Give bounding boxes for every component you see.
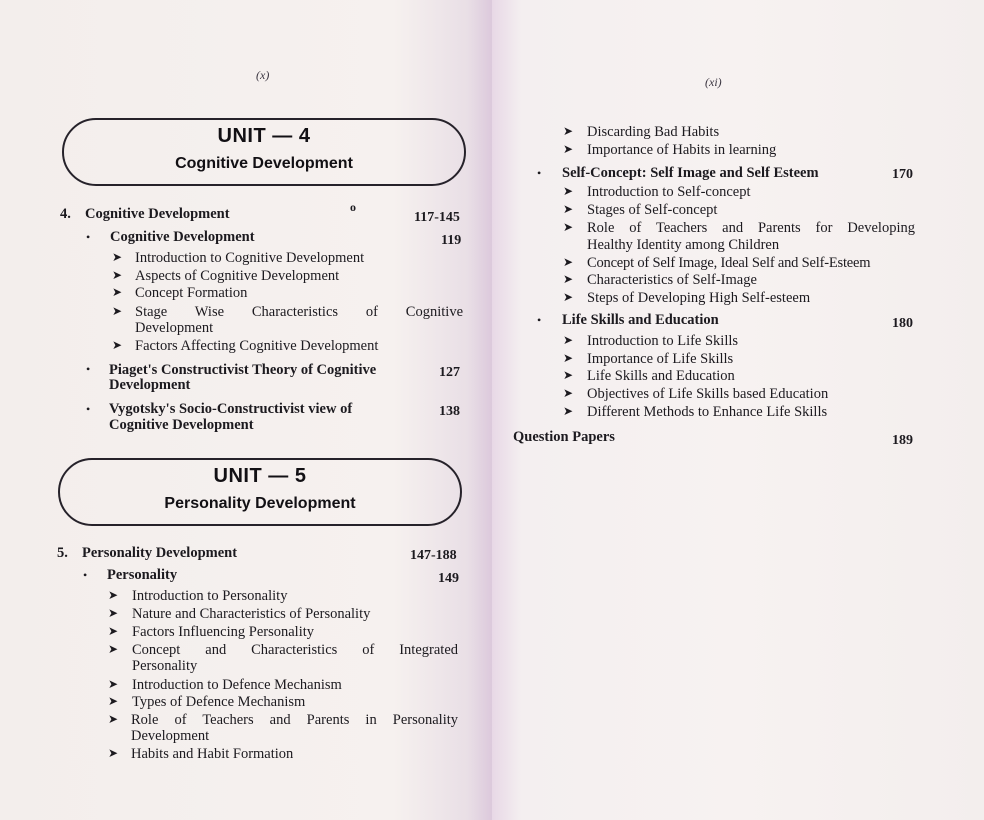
bullet-icon: • [86, 362, 91, 376]
bullet-icon: • [83, 568, 88, 582]
toc-item: Concept and Characteristics of Integrated [132, 642, 458, 658]
arrow-icon: ➤ [563, 202, 574, 216]
right-page [492, 0, 984, 820]
arrow-icon: ➤ [563, 220, 574, 234]
right-folio: (xi) [705, 75, 722, 89]
section-vygotsky-continued: Cognitive Development [109, 417, 254, 433]
toc-item-continued: Development [131, 728, 210, 744]
question-papers: Question Papers [513, 429, 615, 445]
arrow-icon: ➤ [108, 588, 119, 602]
arrow-icon: ➤ [563, 351, 574, 365]
bullet-icon: • [537, 313, 542, 327]
section-self-concept-page: 170 [892, 167, 913, 182]
arrow-icon: ➤ [108, 746, 119, 760]
arrow-icon: ➤ [563, 333, 574, 347]
chapter-4-pages: 117-145 [414, 210, 460, 225]
arrow-icon: ➤ [112, 268, 123, 282]
toc-item-continued: Healthy Identity among Children [587, 237, 780, 253]
chapter-4-number: 4. [60, 206, 71, 222]
section-personality-page: 149 [438, 571, 459, 586]
chapter-5-pages: 147-188 [410, 548, 457, 563]
arrow-icon: ➤ [563, 142, 574, 156]
toc-item: Introduction to Life Skills [587, 333, 739, 349]
arrow-icon: ➤ [112, 250, 123, 264]
arrow-icon: ➤ [563, 255, 574, 269]
arrow-icon: ➤ [112, 338, 123, 352]
arrow-icon: ➤ [108, 712, 119, 726]
arrow-icon: ➤ [563, 368, 574, 382]
chapter-5-title: Personality Development [82, 545, 238, 561]
toc-item: Introduction to Personality [132, 588, 288, 604]
unit-5-box [58, 458, 462, 526]
toc-item: Introduction to Cognitive Development [135, 250, 365, 266]
section-personality: Personality [107, 567, 178, 583]
toc-item: Stages of Self-concept [587, 202, 718, 218]
section-life-skills: Life Skills and Education [562, 312, 719, 328]
toc-item: Factors Affecting Cognitive Development [135, 338, 379, 354]
toc-item: Objectives of Life Skills based Education [587, 386, 829, 402]
toc-item: Steps of Developing High Self-esteem [587, 290, 811, 306]
arrow-icon: ➤ [563, 404, 574, 418]
arrow-icon: ➤ [563, 272, 574, 286]
section-piaget-continued: Development [109, 377, 191, 393]
toc-item: Introduction to Defence Mechanism [132, 677, 342, 693]
unit-5-title: UNIT — 5 [213, 465, 307, 487]
toc-item: Nature and Characteristics of Personality [132, 606, 371, 622]
arrow-icon: ➤ [112, 304, 123, 318]
stray-mark: o [350, 200, 356, 214]
toc-item-continued: Development [135, 320, 214, 336]
arrow-icon: ➤ [563, 290, 574, 304]
toc-item: Concept of Self Image, Ideal Self and Self-Esteem [587, 255, 871, 271]
unit-4-subtitle: Cognitive Development [175, 155, 353, 172]
toc-item: Importance of Life Skills [587, 351, 734, 367]
toc-item: Importance of Habits in learning [587, 142, 777, 158]
arrow-icon: ➤ [108, 642, 119, 656]
bullet-icon: • [537, 166, 542, 180]
toc-item: Aspects of Cognitive Development [135, 268, 340, 284]
toc-item: Life Skills and Education [587, 368, 735, 384]
toc-item: Introduction to Self-concept [587, 184, 751, 200]
toc-item: Role of Teachers and Parents for Developing [587, 220, 915, 236]
chapter-4-title: Cognitive Development [85, 206, 230, 222]
section-cognitive-development-page: 119 [441, 233, 462, 248]
toc-item: Factors Influencing Personality [132, 624, 315, 640]
toc-item: Characteristics of Self-Image [587, 272, 757, 288]
toc-item: Discarding Bad Habits [587, 124, 720, 140]
section-vygotsky-page: 138 [439, 404, 460, 419]
chapter-5-number: 5. [57, 545, 68, 561]
unit-4-title: UNIT — 4 [217, 125, 311, 147]
arrow-icon: ➤ [563, 124, 574, 138]
section-life-skills-page: 180 [892, 316, 913, 331]
toc-item: Different Methods to Enhance Life Skills [587, 404, 828, 420]
arrow-icon: ➤ [563, 386, 574, 400]
arrow-icon: ➤ [108, 606, 119, 620]
toc-item: Habits and Habit Formation [131, 746, 294, 762]
toc-item: Role of Teachers and Parents in Personality [131, 712, 458, 728]
question-papers-page: 189 [892, 433, 913, 448]
arrow-icon: ➤ [563, 184, 574, 198]
unit-5-subtitle: Personality Development [164, 495, 356, 512]
arrow-icon: ➤ [108, 677, 119, 691]
section-piaget-page: 127 [439, 365, 460, 380]
unit-4-box [62, 118, 466, 186]
bullet-icon: • [86, 230, 91, 244]
section-vygotsky: Vygotsky's Socio-Constructivist view of [109, 401, 353, 417]
arrow-icon: ➤ [112, 285, 123, 299]
toc-item-continued: Personality [132, 658, 198, 674]
toc-item: Types of Defence Mechanism [132, 694, 306, 710]
left-folio: (x) [256, 68, 270, 82]
arrow-icon: ➤ [108, 694, 119, 708]
toc-item: Concept Formation [135, 285, 248, 301]
bullet-icon: • [86, 402, 91, 416]
section-self-concept: Self-Concept: Self Image and Self Esteem [562, 165, 819, 181]
toc-item: Stage Wise Characteristics of Cognitive [135, 304, 463, 320]
section-piaget: Piaget's Constructivist Theory of Cognitive [109, 362, 377, 378]
arrow-icon: ➤ [108, 624, 119, 638]
section-cognitive-development: Cognitive Development [110, 229, 255, 245]
